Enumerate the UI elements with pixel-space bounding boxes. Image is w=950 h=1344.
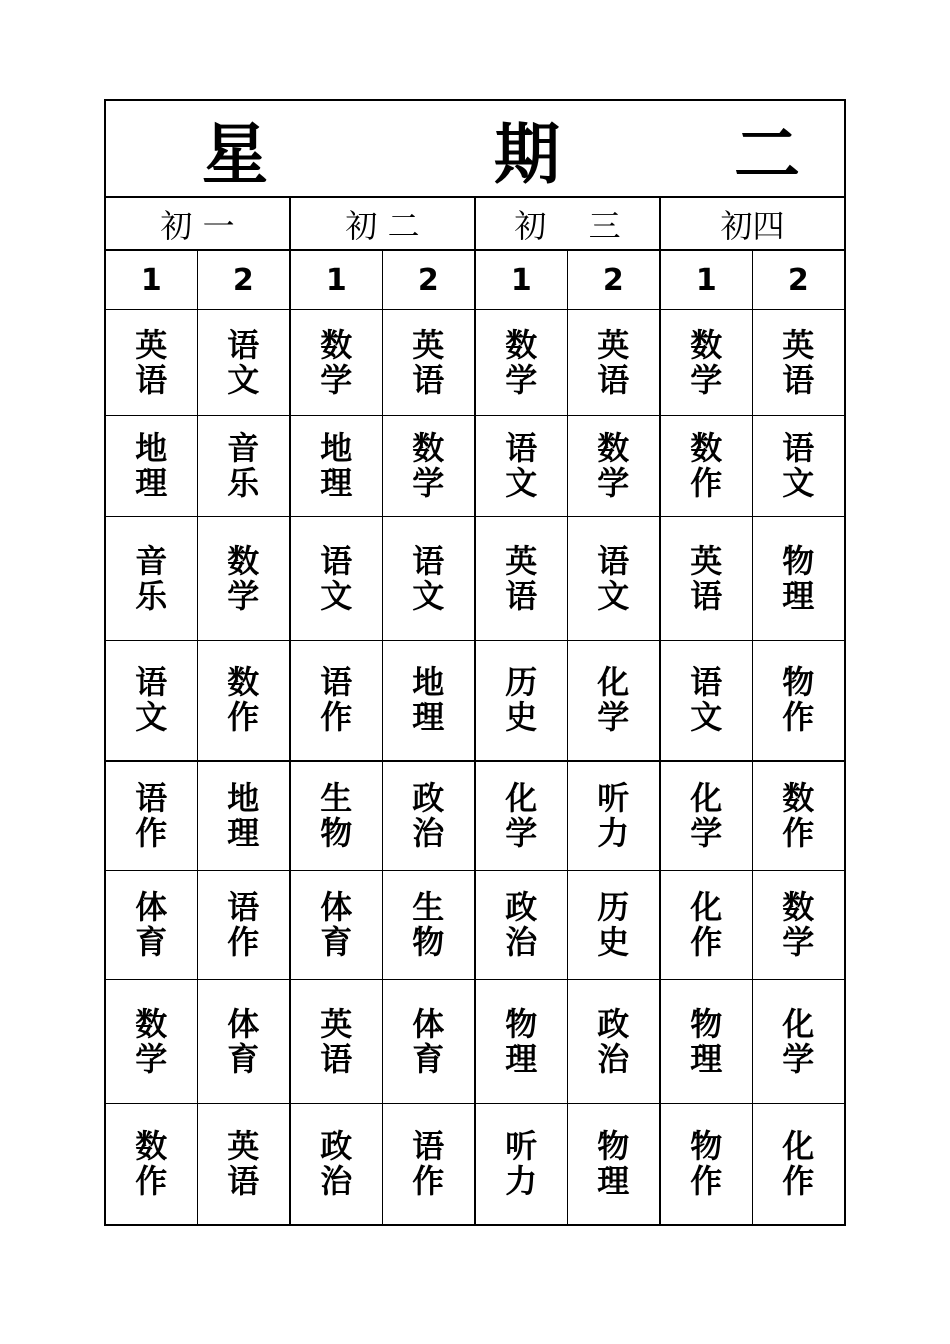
subject-label: 数 作: [227, 663, 260, 737]
subject-cell: [382, 517, 475, 641]
subject-label: 数 作: [135, 1126, 168, 1200]
subject-cell: [475, 416, 567, 517]
subject-cell: [660, 871, 752, 980]
subject-cell: [752, 1104, 845, 1225]
grade-header-1: 初 一: [105, 197, 290, 250]
table-row: [105, 1104, 845, 1225]
table-row: [105, 517, 845, 641]
subject-label: 听 力: [505, 1126, 538, 1200]
subject-cell: [752, 517, 845, 641]
grade-header-2: 初 二: [290, 197, 475, 250]
subject-cell: [752, 871, 845, 980]
subject-label: 语 作: [135, 778, 168, 852]
subject-label: 地 理: [135, 429, 168, 502]
subject-cell: [475, 310, 567, 416]
subject-cell: [197, 416, 290, 517]
subject-label: 物 理: [690, 1004, 723, 1078]
subject-cell: [105, 1104, 197, 1225]
table-row: [105, 761, 845, 871]
period-number: 1: [660, 250, 752, 310]
subject-cell: [660, 980, 752, 1104]
period-row: [105, 250, 845, 310]
subject-cell: [197, 641, 290, 761]
subject-label: 政 治: [412, 778, 445, 852]
subject-cell: [475, 517, 567, 641]
subject-cell: [290, 1104, 382, 1225]
subject-label: 数 学: [227, 541, 260, 615]
subject-label: 语 文: [227, 325, 260, 399]
subject-label: 听 力: [597, 778, 630, 852]
table-row: [105, 641, 845, 761]
subject-label: 物 作: [782, 663, 815, 737]
grade-header-3: 初 三: [475, 197, 660, 250]
subject-label: 化 学: [505, 778, 538, 852]
subject-label: 体 育: [135, 888, 168, 961]
subject-cell: [660, 641, 752, 761]
subject-label: 英 语: [782, 325, 815, 399]
subject-cell: [660, 517, 752, 641]
subject-label: 化 学: [782, 1004, 815, 1078]
subject-label: 语 文: [690, 663, 723, 737]
subject-label: 语 文: [505, 429, 538, 502]
subject-cell: [197, 871, 290, 980]
subject-label: 语 文: [412, 541, 445, 615]
subject-label: 英 语: [505, 541, 538, 615]
subject-cell: [752, 761, 845, 871]
subject-cell: [475, 641, 567, 761]
subject-cell: [105, 641, 197, 761]
table-row: [105, 980, 845, 1104]
subject-label: 英 语: [227, 1126, 260, 1200]
subject-cell: [105, 871, 197, 980]
subject-label: 地 理: [320, 429, 353, 502]
subject-cell: [567, 871, 660, 980]
subject-label: 物 理: [597, 1126, 630, 1200]
subject-cell: [197, 980, 290, 1104]
subject-cell: [382, 980, 475, 1104]
subject-cell: [197, 761, 290, 871]
subject-label: 政 治: [505, 888, 538, 961]
subject-cell: [105, 310, 197, 416]
table-row: [105, 310, 845, 416]
subject-cell: [290, 980, 382, 1104]
subject-label: 英 语: [135, 325, 168, 399]
table-row: [105, 871, 845, 980]
subject-cell: [197, 1104, 290, 1225]
subject-label: 语 文: [320, 541, 353, 615]
subject-cell: [382, 1104, 475, 1225]
subject-cell: [567, 761, 660, 871]
subject-cell: [567, 416, 660, 517]
subject-cell: [382, 416, 475, 517]
subject-label: 历 史: [597, 888, 630, 961]
subject-cell: [475, 980, 567, 1104]
period-number: 2: [567, 250, 660, 310]
subject-label: 音 乐: [227, 429, 260, 502]
subject-label: 数 学: [690, 325, 723, 399]
period-number: 1: [475, 250, 567, 310]
subject-cell: [660, 761, 752, 871]
subject-cell: [567, 980, 660, 1104]
subject-label: 语 文: [597, 541, 630, 615]
subject-label: 政 治: [597, 1004, 630, 1078]
subject-cell: [382, 761, 475, 871]
subject-label: 语 作: [227, 888, 260, 961]
subject-cell: [660, 1104, 752, 1225]
subject-cell: [105, 980, 197, 1104]
subject-label: 化 作: [690, 888, 723, 961]
period-number: 1: [290, 250, 382, 310]
subject-label: 数 作: [690, 429, 723, 502]
subject-cell: [105, 517, 197, 641]
subject-label: 化 作: [782, 1126, 815, 1200]
subject-label: 化 学: [597, 663, 630, 737]
subject-cell: [290, 871, 382, 980]
subject-label: 数 学: [782, 888, 815, 961]
title-char: 二: [734, 116, 800, 193]
subject-label: 体 育: [227, 1004, 260, 1078]
subject-label: 物 理: [782, 541, 815, 615]
subject-cell: [475, 761, 567, 871]
title-char: 星: [202, 116, 268, 193]
subject-cell: [197, 517, 290, 641]
subject-cell: [290, 641, 382, 761]
title-char: 期: [494, 116, 560, 193]
period-number: 2: [752, 250, 845, 310]
title-cell: [105, 100, 845, 197]
period-number: 2: [382, 250, 475, 310]
subject-cell: [382, 871, 475, 980]
subject-label: 历 史: [505, 663, 538, 737]
subject-label: 数 学: [135, 1004, 168, 1078]
subject-cell: [752, 980, 845, 1104]
subject-label: 英 语: [597, 325, 630, 399]
subject-cell: [105, 416, 197, 517]
subject-cell: [567, 1104, 660, 1225]
subject-cell: [567, 517, 660, 641]
subject-label: 数 学: [597, 429, 630, 502]
subject-label: 英 语: [320, 1004, 353, 1078]
period-number: 1: [105, 250, 197, 310]
subject-label: 生 物: [320, 778, 353, 852]
subject-label: 生 物: [412, 888, 445, 961]
subject-label: 数 学: [505, 325, 538, 399]
timetable: [104, 99, 846, 1226]
period-number: 2: [197, 250, 290, 310]
subject-label: 体 育: [320, 888, 353, 961]
subject-cell: [752, 416, 845, 517]
subject-label: 物 作: [690, 1126, 723, 1200]
subject-label: 音 乐: [135, 541, 168, 615]
subject-cell: [567, 641, 660, 761]
subject-cell: [290, 416, 382, 517]
subject-cell: [660, 310, 752, 416]
subject-label: 数 学: [412, 429, 445, 502]
subject-cell: [290, 517, 382, 641]
subject-label: 政 治: [320, 1126, 353, 1200]
subject-cell: [290, 310, 382, 416]
subject-label: 物 理: [505, 1004, 538, 1078]
subject-label: 语 文: [782, 429, 815, 502]
subject-label: 数 学: [320, 325, 353, 399]
table-row: [105, 416, 845, 517]
subject-label: 语 作: [320, 663, 353, 737]
subject-cell: [475, 871, 567, 980]
subject-label: 地 理: [227, 778, 260, 852]
subject-label: 语 文: [135, 663, 168, 737]
subject-cell: [475, 1104, 567, 1225]
subject-label: 英 语: [412, 325, 445, 399]
subject-cell: [105, 761, 197, 871]
subject-label: 语 作: [412, 1126, 445, 1200]
subject-label: 化 学: [690, 778, 723, 852]
subject-cell: [290, 761, 382, 871]
grade-header-4: 初四: [660, 197, 845, 250]
subject-cell: [752, 310, 845, 416]
subject-cell: [752, 641, 845, 761]
subject-cell: [197, 310, 290, 416]
page-title: [106, 101, 844, 196]
subject-label: 数 作: [782, 778, 815, 852]
subject-label: 地 理: [412, 663, 445, 737]
subject-label: 英 语: [690, 541, 723, 615]
subject-cell: [382, 641, 475, 761]
subject-cell: [382, 310, 475, 416]
subject-cell: [660, 416, 752, 517]
subject-cell: [567, 310, 660, 416]
subject-label: 体 育: [412, 1004, 445, 1078]
